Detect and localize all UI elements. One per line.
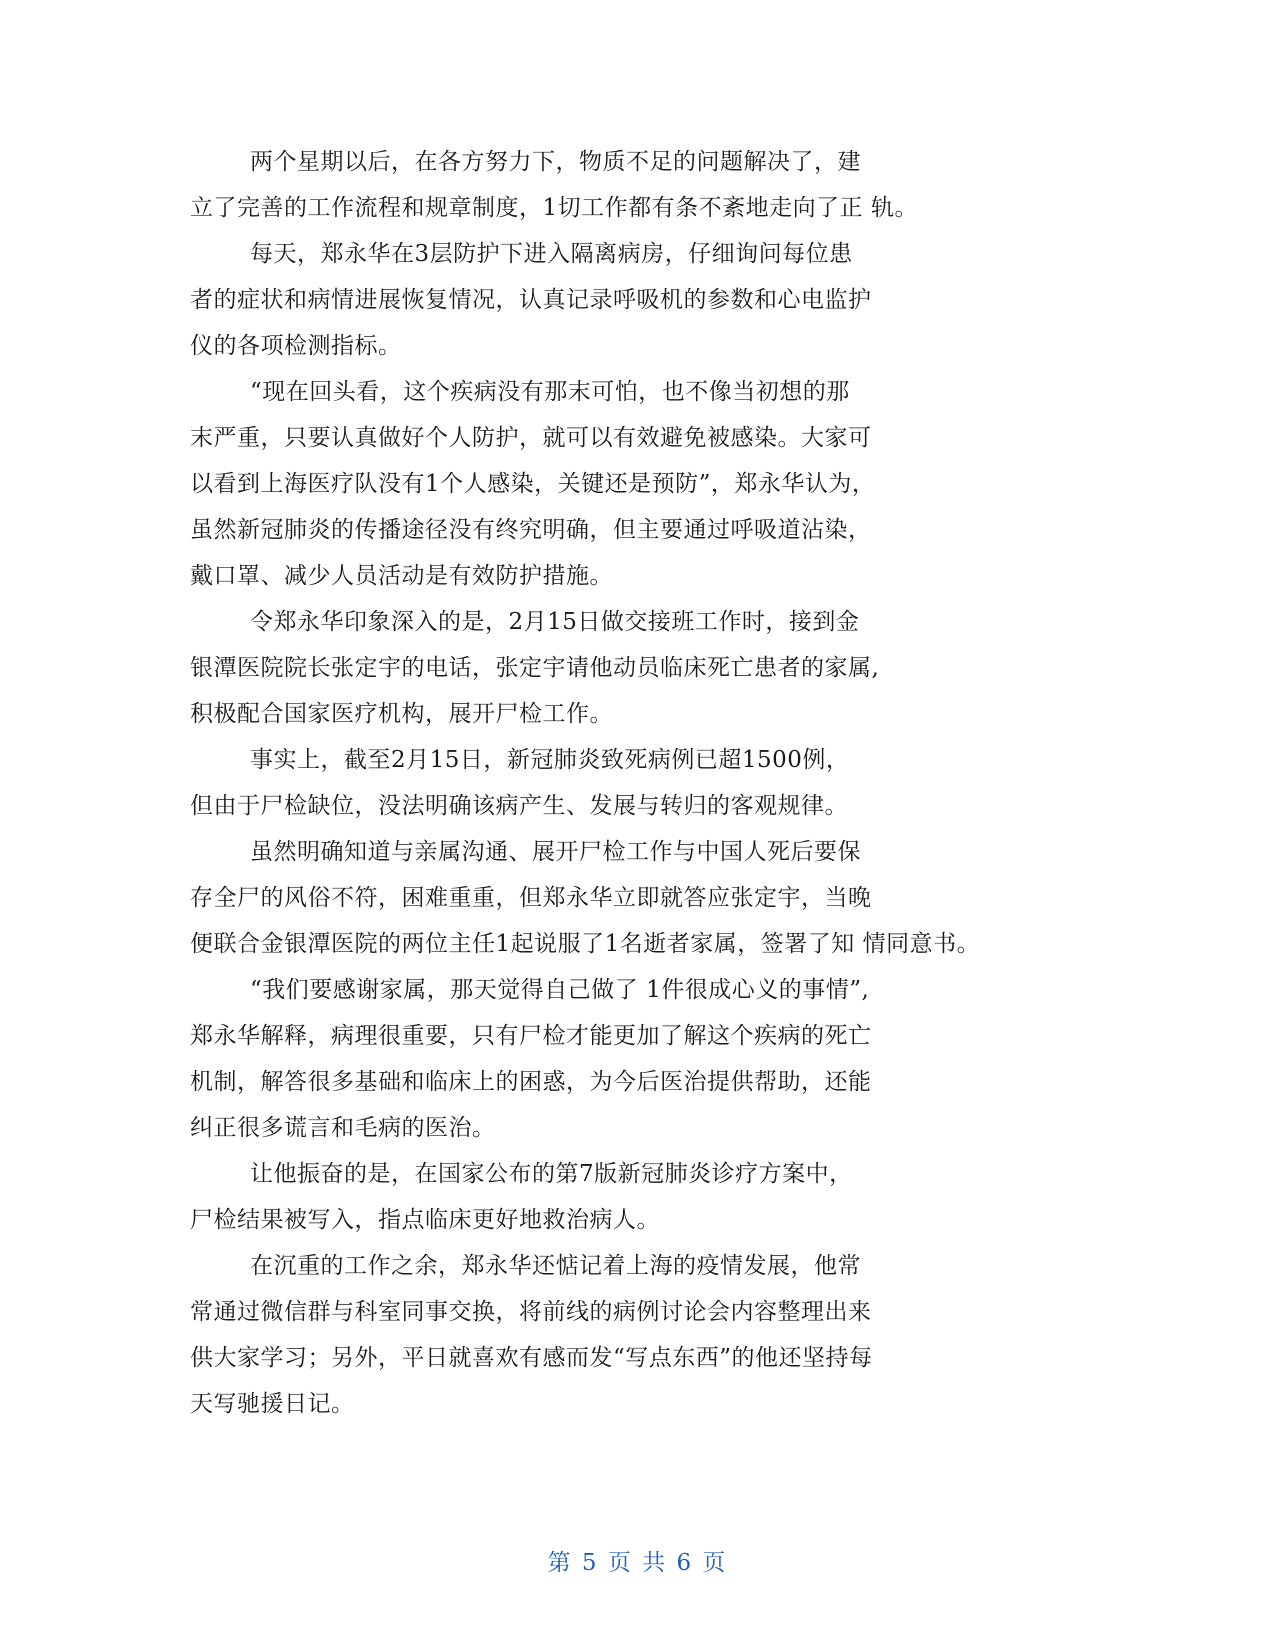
page-footer (0, 1548, 1275, 1578)
paragraph-7-line-2: 郑永华解释，病理很重要，只有尸检才能更加了解这个疾病的死亡 (190, 1023, 872, 1049)
paragraph-9-line-1: 在沉重的工作之余，郑永华还惦记着上海的疫情发展，他常 (250, 1253, 861, 1279)
paragraph-6-line-2: 存全尸的风俗不符，困难重重，但郑永华立即就答应张定宇，当晚 (190, 885, 872, 911)
paragraph-6-line-1: 虽然明确知道与亲属沟通、展开尸检工作与中国人死后要保 (250, 839, 861, 865)
paragraph-3-line-2: 末严重，只要认真做好个人防护，就可以有效避免被感染。大家可 (190, 425, 872, 451)
paragraph-3-line-5: 戴口罩、减少人员活动是有效防护措施。 (190, 563, 613, 589)
paragraph-4-line-2: 银潭医院院长张定宇的电话，张定宇请他动员临床死亡患者的家属, (190, 655, 880, 681)
paragraph-4-line-3: 积极配合国家医疗机构，展开尸检工作。 (190, 701, 613, 727)
paragraph-9-line-4: 天写驰援日记。 (190, 1391, 355, 1417)
paragraph-1-line-2: 立了完善的工作流程和规章制度，1切工作都有条不紊地走向了正 轨。 (190, 195, 918, 221)
paragraph-7-line-4: 纠正很多谎言和毛病的医治。 (190, 1115, 496, 1141)
paragraph-5-line-1: 事实上，截至2月15日，新冠肺炎致死病例已超1500例， (250, 747, 850, 773)
paragraph-9-line-3: 供大家学习；另外，平日就喜欢有感而发“写点东西”的他还坚持每 (190, 1345, 873, 1371)
paragraph-2-line-2: 者的症状和病情进展恢复情况，认真记录呼吸机的参数和心电监护 (190, 287, 872, 313)
page-number-label: 第 5 页 共 6 页 (547, 1550, 728, 1576)
paragraph-5-line-2: 但由于尸检缺位，没法明确该病产生、发展与转归的客观规律。 (190, 793, 848, 819)
paragraph-3-line-1: “现在回头看，这个疾病没有那末可怕，也不像当初想的那 (250, 379, 850, 405)
paragraph-2-line-3: 仪的各项检测指标。 (190, 333, 402, 359)
paragraph-8-line-2: 尸检结果被写入，指点临床更好地救治病人。 (190, 1207, 660, 1233)
paragraph-7-line-3: 机制，解答很多基础和临床上的困惑，为今后医治提供帮助，还能 (190, 1069, 872, 1095)
paragraph-3-line-3: 以看到上海医疗队没有1个人感染，关键还是预防”，郑永华认为， (190, 471, 876, 497)
paragraph-4-line-1: 令郑永华印象深入的是，2月15日做交接班工作时，接到金 (250, 609, 860, 635)
paragraph-9-line-2: 常通过微信群与科室同事交换，将前线的病例讨论会内容整理出来 (190, 1299, 872, 1325)
paragraph-1-line-1: 两个星期以后，在各方努力下，物质不足的问题解决了，建 (250, 149, 861, 175)
paragraph-6-line-3: 便联合金银潭医院的两位主任1起说服了1名逝者家属，签署了知 情同意书。 (190, 931, 981, 957)
paragraph-8-line-1: 让他振奋的是，在国家公布的第7版新冠肺炎诊疗方案中， (250, 1161, 853, 1187)
paragraph-3-line-4: 虽然新冠肺炎的传播途径没有终究明确，但主要通过呼吸道沾染， (190, 517, 872, 543)
paragraph-2-line-1: 每天，郑永华在3层防护下进入隔离病房，仔细询问每位患 (250, 241, 853, 267)
paragraph-7-line-1: “我们要感谢家属，那天觉得自己做了 1件很成心义的事情”, (250, 977, 870, 1003)
